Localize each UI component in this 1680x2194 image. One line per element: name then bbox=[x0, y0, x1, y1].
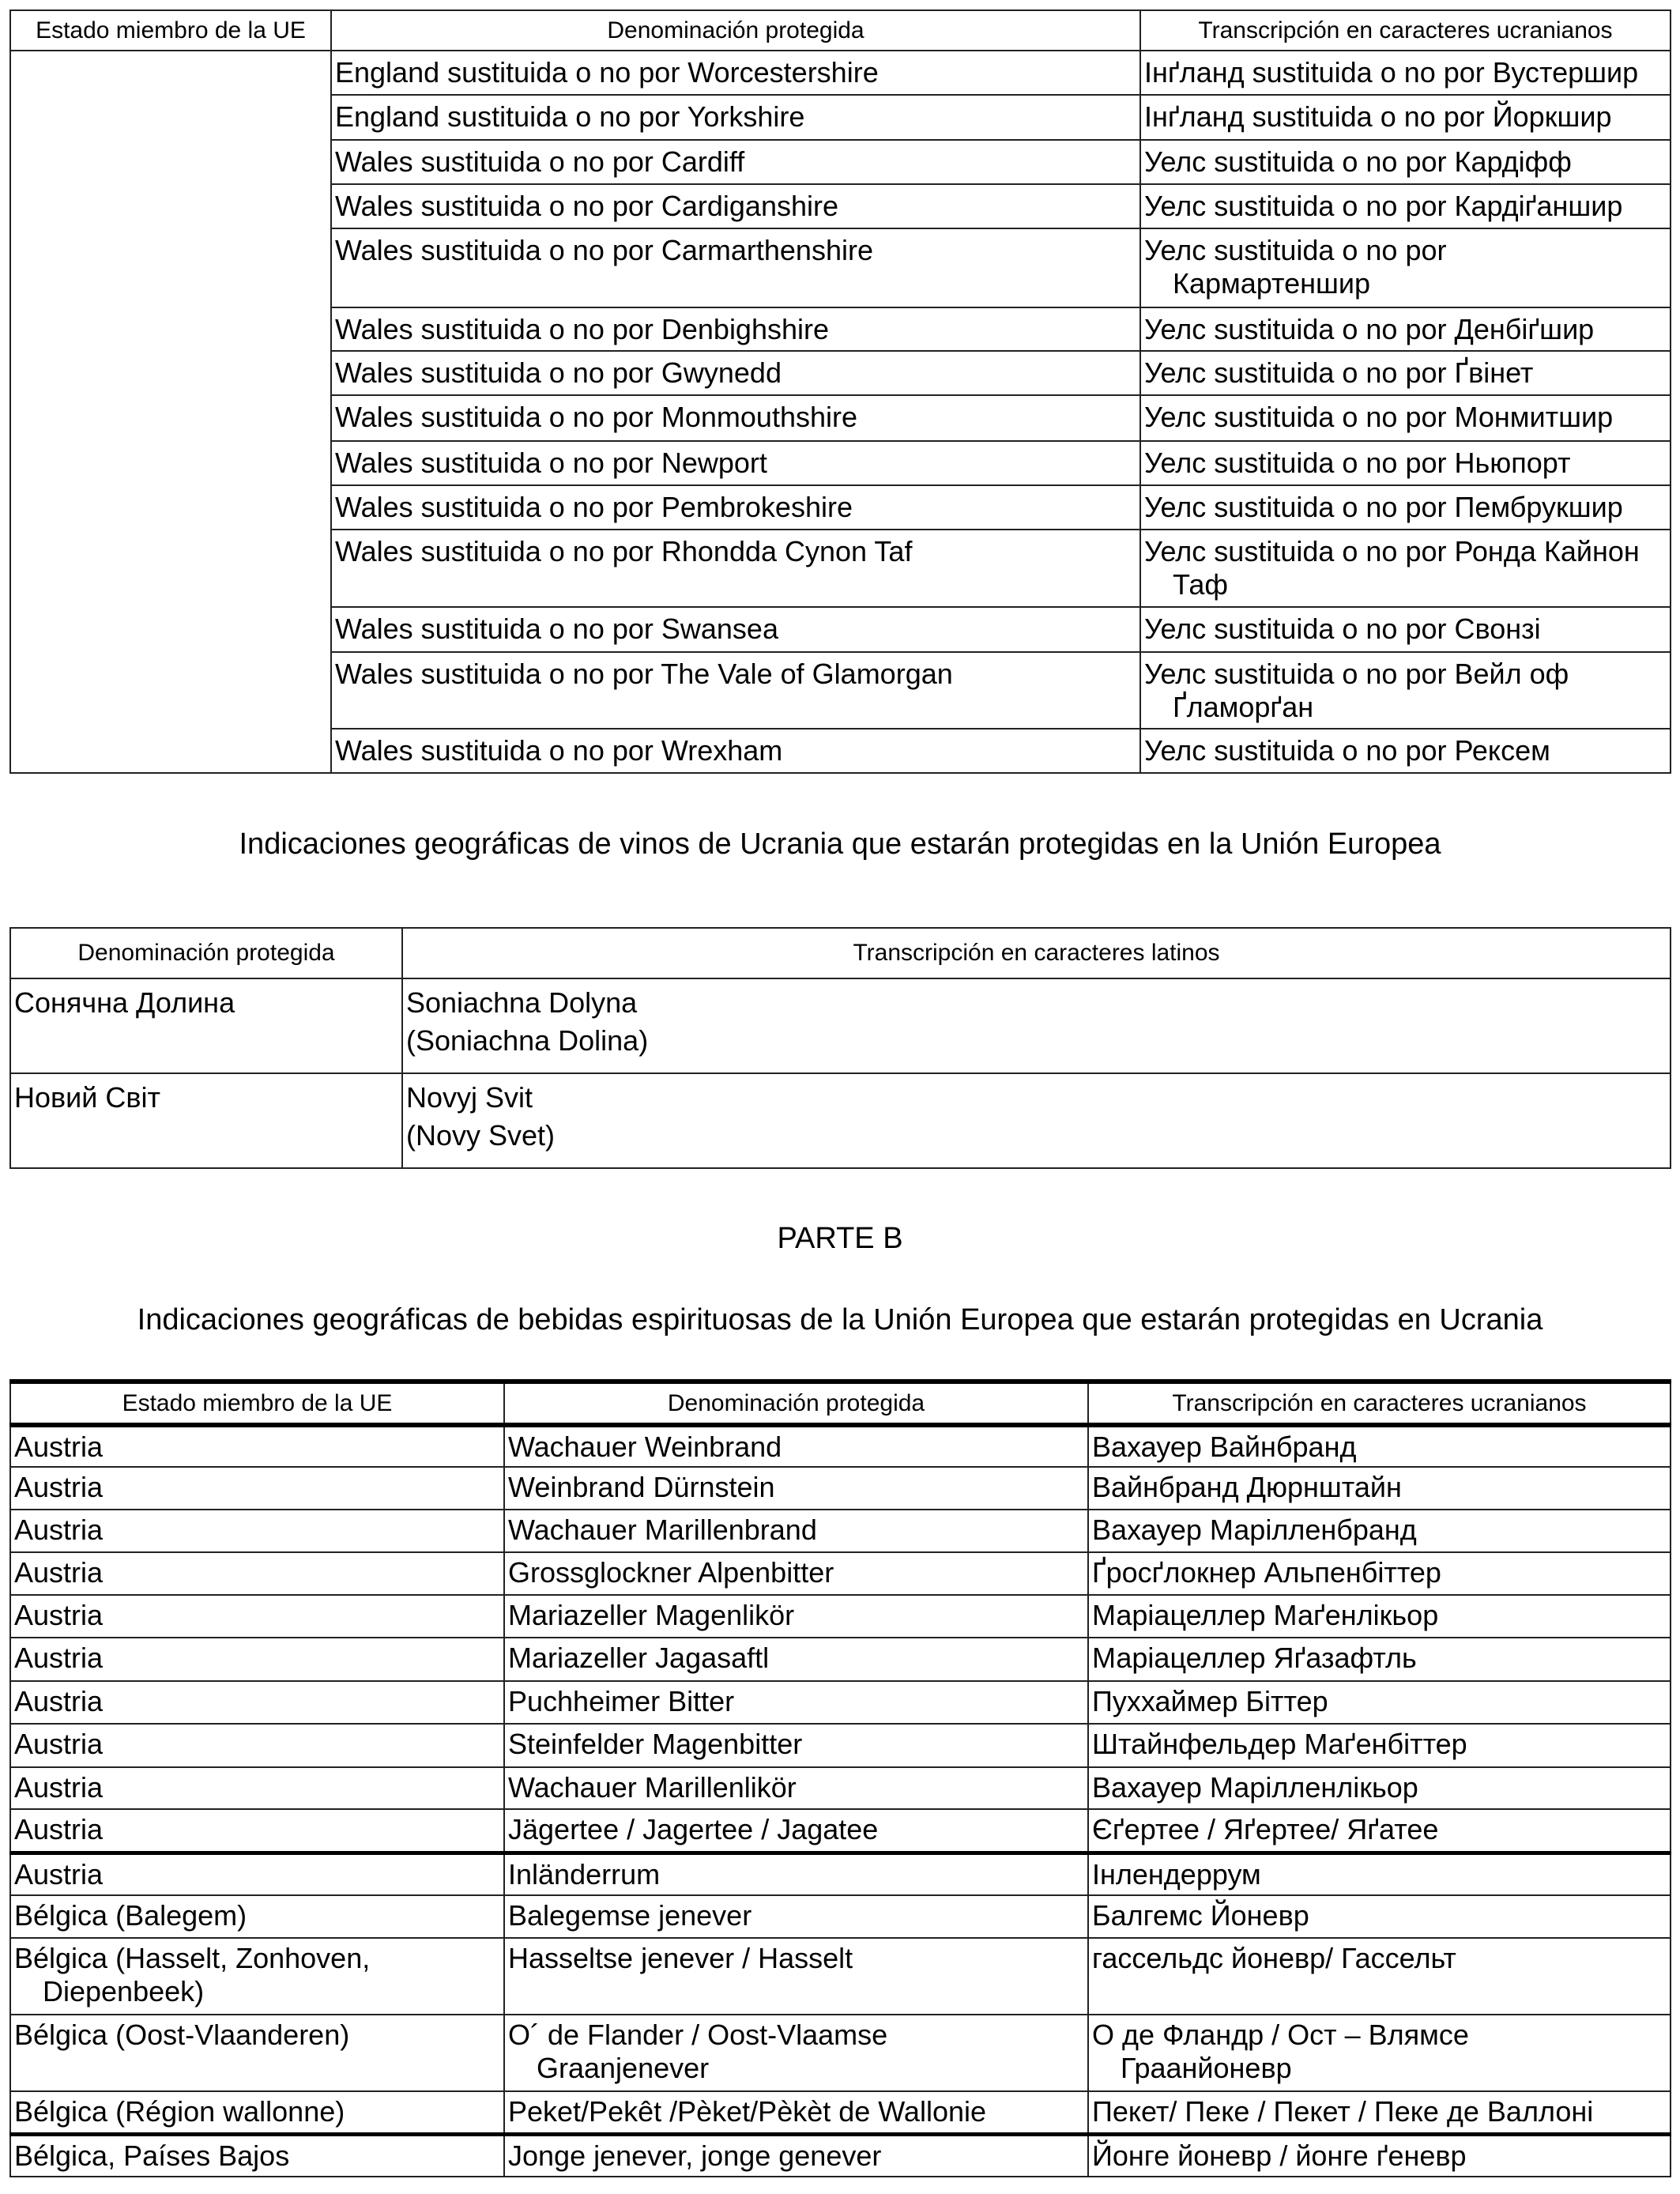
cell-text: Пекет/ Пеке / Пекет / Пеке де Валлоні bbox=[1092, 2095, 1594, 2128]
cell-ukr bbox=[1088, 1853, 1671, 1895]
cell-text: Wales sustituida o no por Newport bbox=[335, 447, 767, 479]
cell-text: Grossglockner Alpenbitter bbox=[508, 1556, 834, 1589]
table-row bbox=[10, 978, 1671, 1073]
cell-text: Austria bbox=[14, 1431, 104, 1463]
wine-gi-table bbox=[9, 927, 1671, 1169]
table-row bbox=[10, 1595, 1671, 1638]
cell-ukr bbox=[1140, 652, 1671, 729]
cell-name bbox=[331, 228, 1140, 307]
cell-text: Інлендеррум bbox=[1092, 1857, 1261, 1891]
cell-name bbox=[504, 1595, 1088, 1638]
cell-text-continuation: Graanjenever bbox=[537, 2052, 710, 2084]
cell-latin bbox=[402, 1073, 1671, 1168]
cell-text: Уелс sustituida o no por Ґвінет bbox=[1144, 356, 1534, 389]
cell-text: Mariazeller Jagasaftl bbox=[508, 1642, 770, 1674]
cell-text: Уелс sustituida o no por Пембрукшир bbox=[1144, 491, 1623, 523]
cell-text: (Novy Svet) bbox=[406, 1119, 556, 1152]
cell-text: Інґланд sustituida o no por Вустершир bbox=[1144, 56, 1639, 89]
table-row bbox=[10, 2015, 1671, 2091]
cell-name bbox=[331, 51, 1140, 95]
table-row bbox=[10, 1552, 1671, 1595]
cell-text: Austria bbox=[14, 1471, 104, 1503]
table-row bbox=[10, 1767, 1671, 1809]
spirits-section-heading: Indicaciones geográficas de bebidas espirituosas de la Unión Europea que estarán protegidas en Ucrania bbox=[137, 1303, 1543, 1336]
cell-name bbox=[331, 485, 1140, 530]
table-row bbox=[10, 51, 1671, 95]
cell-text-continuation: Граанйоневр bbox=[1121, 2052, 1292, 2084]
cell-text: Bélgica (Oost-Vlaanderen) bbox=[14, 2019, 350, 2051]
table-row bbox=[10, 1938, 1671, 2015]
cell-name bbox=[331, 652, 1140, 729]
cell-ukr bbox=[1140, 729, 1671, 773]
table-row bbox=[10, 1895, 1671, 1938]
cell-text: Йонге йоневр / йонге ґеневр bbox=[1092, 2139, 1467, 2172]
cell-text-continuation: Таф bbox=[1173, 568, 1229, 601]
cell-text: Wales sustituida o no por Monmouthshire bbox=[335, 401, 857, 433]
cell-text: Bélgica (Balegem) bbox=[14, 1899, 247, 1932]
cell-text: Уелс sustituida o no por Ронда Кайнон bbox=[1144, 535, 1640, 567]
cell-state bbox=[10, 1938, 504, 2015]
cell-text: Balegemse jenever bbox=[508, 1899, 752, 1932]
cell-name bbox=[504, 1767, 1088, 1809]
cell-name bbox=[331, 307, 1140, 351]
cell-text: (Soniachna Dolina) bbox=[406, 1024, 649, 1057]
cell-text: Jägertee / Jagertee / Jagatee bbox=[508, 1813, 879, 1845]
cell-text: гассельдс йоневр/ Гассельт bbox=[1092, 1942, 1456, 1974]
cell-text: Weinbrand Dürnstein bbox=[508, 1471, 775, 1503]
cell-text: England sustituida o no por Yorkshire bbox=[335, 100, 805, 133]
cell-text: Пуххаймер Біттер bbox=[1092, 1685, 1328, 1717]
cell-name: Новий Світ bbox=[10, 1073, 402, 1168]
cell-ukr bbox=[1140, 530, 1671, 607]
cell-text-continuation: Diepenbeek) bbox=[43, 1975, 205, 2007]
table-row bbox=[10, 1467, 1671, 1510]
cell-state bbox=[10, 1552, 504, 1595]
cell-text: Wales sustituida o no por Wrexham bbox=[335, 734, 783, 767]
cell-text: Austria bbox=[14, 1642, 104, 1674]
cell-text: Austria bbox=[14, 1728, 104, 1760]
cell-ukr bbox=[1088, 1467, 1671, 1510]
cell-text: Вахауер Вайнбранд bbox=[1092, 1431, 1357, 1463]
cell-name bbox=[504, 2134, 1088, 2177]
cell-state bbox=[10, 51, 331, 773]
table-row bbox=[10, 1681, 1671, 1724]
cell-name bbox=[504, 1724, 1088, 1767]
table-header-row bbox=[10, 928, 1671, 978]
cell-state bbox=[10, 1638, 504, 1681]
column-header-ukr: Transcripción en caracteres ucranianos bbox=[1088, 1382, 1671, 1425]
table-row bbox=[10, 1510, 1671, 1552]
cell-text: Wales sustituida o no por The Vale of Glamorgan bbox=[335, 658, 953, 690]
cell-ukr bbox=[1140, 140, 1671, 184]
cell-text: Єґертее / Яґертее/ Яґатее bbox=[1092, 1813, 1439, 1845]
cell-text: Austria bbox=[14, 1514, 104, 1546]
cell-text: Mariazeller Magenlikör bbox=[508, 1599, 795, 1631]
cell-ukr bbox=[1088, 2091, 1671, 2134]
cell-text: Hasseltse jenever / Hasselt bbox=[508, 1942, 853, 1974]
cell-name bbox=[504, 1895, 1088, 1938]
cell-text: Уелс sustituida o no por Рексем bbox=[1144, 734, 1550, 767]
cell-ukr bbox=[1140, 485, 1671, 530]
column-header-name: Denominación protegida bbox=[10, 928, 402, 978]
cell-state bbox=[10, 2134, 504, 2177]
table-row bbox=[10, 2134, 1671, 2177]
cell-text: Wales sustituida o no por Cardiganshire bbox=[335, 190, 838, 222]
cell-text: Уелс sustituida o no por Кардіфф bbox=[1144, 145, 1572, 178]
cell-state bbox=[10, 1767, 504, 1809]
cell-text: Peket/Pekêt /Pèket/Pèkèt de Wallonie bbox=[508, 2095, 987, 2128]
cell-text: Вахауер Марілленбранд bbox=[1092, 1514, 1417, 1546]
cell-ukr bbox=[1140, 351, 1671, 395]
cell-text: Austria bbox=[14, 1685, 104, 1717]
cell-ukr bbox=[1088, 1510, 1671, 1552]
table-row bbox=[10, 1638, 1671, 1681]
cell-name bbox=[331, 140, 1140, 184]
cell-text: Штайнфельдер Маґенбіттер bbox=[1092, 1728, 1467, 1760]
cell-text: Wales sustituida o no por Gwynedd bbox=[335, 356, 782, 389]
cell-text: Wales sustituida o no por Rhondda Cynon Taf bbox=[335, 535, 913, 567]
column-header-name: Denominación protegida bbox=[331, 10, 1140, 51]
cell-name bbox=[504, 2091, 1088, 2134]
cell-text: Вахауер Марілленлікьор bbox=[1092, 1771, 1418, 1804]
cell-name bbox=[331, 530, 1140, 607]
cell-text-continuation: Ґламорґан bbox=[1173, 691, 1314, 723]
cell-text: Wales sustituida o no por Denbighshire bbox=[335, 313, 830, 345]
cell-text: England sustituida o no por Worcestershire bbox=[335, 56, 879, 89]
cell-text: Wachauer Weinbrand bbox=[508, 1431, 782, 1463]
cell-ukr bbox=[1088, 1938, 1671, 2015]
cell-name bbox=[504, 1681, 1088, 1724]
cell-ukr bbox=[1088, 1425, 1671, 1467]
cell-text: Wales sustituida o no por Swansea bbox=[335, 613, 778, 645]
cell-text: Austria bbox=[14, 1771, 104, 1804]
cell-state bbox=[10, 1853, 504, 1895]
column-header-ukr: Transcripción en caracteres ucranianos bbox=[1140, 10, 1671, 51]
cell-ukr bbox=[1088, 2134, 1671, 2177]
cell-text: Уелс sustituida o no por Вейл оф bbox=[1144, 658, 1569, 690]
part-label: PARTE B bbox=[777, 1222, 903, 1255]
cell-text: Уелс sustituida o no por Ньюпорт bbox=[1144, 447, 1571, 479]
cell-ukr bbox=[1088, 1767, 1671, 1809]
cell-name bbox=[331, 95, 1140, 140]
cell-name bbox=[331, 184, 1140, 228]
cell-text: Inländerrum bbox=[508, 1857, 661, 1891]
cell-text: Інґланд sustituida o no por Йоркшир bbox=[1144, 100, 1612, 133]
column-header-state: Estado miembro de la UE bbox=[10, 1382, 504, 1425]
cell-ukr bbox=[1088, 1681, 1671, 1724]
cell-text: Austria bbox=[14, 1556, 104, 1589]
cell-state bbox=[10, 1425, 504, 1467]
cell-ukr bbox=[1140, 51, 1671, 95]
cell-state bbox=[10, 2015, 504, 2091]
cell-text: Wachauer Marillenbrand bbox=[508, 1514, 817, 1546]
cell-text: Уелс sustituida o no por bbox=[1144, 234, 1447, 266]
cell-text: Уелс sustituida o no por Кардіґаншир bbox=[1144, 190, 1623, 222]
cell-text: Bélgica (Hasselt, Zonhoven, bbox=[14, 1942, 371, 1974]
cell-text: О де Фландр / Ост – Влямсе bbox=[1092, 2019, 1469, 2051]
cell-text: Уелс sustituida o no por Монмитшир bbox=[1144, 401, 1614, 433]
cell-text: Austria bbox=[14, 1813, 104, 1845]
cell-ukr bbox=[1140, 441, 1671, 485]
cell-ukr bbox=[1088, 1552, 1671, 1595]
cell-ukr bbox=[1140, 607, 1671, 652]
cell-name bbox=[504, 1467, 1088, 1510]
cell-name bbox=[331, 395, 1140, 441]
column-header-latin: Transcripción en caracteres latinos bbox=[402, 928, 1671, 978]
cell-state bbox=[10, 1809, 504, 1853]
cell-text: O´ de Flander / Oost-Vlaamse bbox=[508, 2019, 888, 2051]
cell-name bbox=[504, 2015, 1088, 2091]
uk-gi-table-body bbox=[10, 51, 1671, 773]
spirits-gi-table-body bbox=[10, 1425, 1671, 2177]
table-header-row bbox=[10, 10, 1671, 51]
cell-text: Wales sustituida o no por Cardiff bbox=[335, 145, 745, 178]
cell-ukr bbox=[1088, 1595, 1671, 1638]
spirits-gi-table bbox=[9, 1379, 1671, 2177]
wine-gi-table-body bbox=[10, 978, 1671, 1168]
table-row bbox=[10, 1073, 1671, 1168]
table-row bbox=[10, 1425, 1671, 1467]
cell-ukr bbox=[1140, 95, 1671, 140]
cell-state bbox=[10, 1510, 504, 1552]
cell-text-continuation: Кармартеншир bbox=[1173, 267, 1371, 300]
cell-text: Soniachna Dolyna bbox=[406, 986, 638, 1019]
cell-state bbox=[10, 1467, 504, 1510]
cell-state bbox=[10, 1595, 504, 1638]
cell-ukr bbox=[1140, 184, 1671, 228]
cell-text: Bélgica (Région wallonne) bbox=[14, 2095, 345, 2128]
cell-state bbox=[10, 1895, 504, 1938]
cell-text: Балгемс Йоневр bbox=[1092, 1899, 1309, 1932]
cell-text: Puchheimer Bitter bbox=[508, 1685, 735, 1717]
table-row bbox=[10, 2091, 1671, 2134]
cell-name bbox=[504, 1853, 1088, 1895]
cell-name bbox=[504, 1938, 1088, 2015]
cell-text: Austria bbox=[14, 1599, 104, 1631]
table-row bbox=[10, 1809, 1671, 1853]
wine-section-heading: Indicaciones geográficas de vinos de Ucrania que estarán protegidas en la Unión Europea bbox=[239, 827, 1441, 861]
table-row bbox=[10, 1724, 1671, 1767]
cell-text: Ґросґлокнер Альпенбіттер bbox=[1092, 1556, 1441, 1589]
cell-name bbox=[331, 729, 1140, 773]
column-header-state: Estado miembro de la UE bbox=[10, 10, 331, 51]
cell-ukr bbox=[1088, 1638, 1671, 1681]
cell-text: Маріацеллер Маґенлікьор bbox=[1092, 1599, 1439, 1631]
cell-ukr bbox=[1088, 2015, 1671, 2091]
cell-state bbox=[10, 2091, 504, 2134]
cell-name bbox=[331, 351, 1140, 395]
cell-text: Маріацеллер Яґазафтль bbox=[1092, 1642, 1417, 1674]
cell-name bbox=[504, 1425, 1088, 1467]
cell-text: Вайнбранд Дюрнштайн bbox=[1092, 1471, 1402, 1503]
cell-name bbox=[331, 441, 1140, 485]
cell-ukr bbox=[1088, 1724, 1671, 1767]
cell-ukr bbox=[1088, 1809, 1671, 1853]
cell-text: Уелс sustituida o no por Денбіґшир bbox=[1144, 313, 1595, 345]
table-header-row bbox=[10, 1382, 1671, 1425]
cell-text: Jonge jenever, jonge genever bbox=[508, 2139, 882, 2172]
cell-name bbox=[331, 607, 1140, 652]
table-row bbox=[10, 1853, 1671, 1895]
cell-ukr bbox=[1140, 307, 1671, 351]
cell-latin bbox=[402, 978, 1671, 1073]
cell-text: Bélgica, Países Bajos bbox=[14, 2139, 290, 2172]
cell-ukr bbox=[1140, 395, 1671, 441]
cell-name bbox=[504, 1638, 1088, 1681]
cell-ukr bbox=[1140, 228, 1671, 307]
cell-text: Steinfelder Magenbitter bbox=[508, 1728, 803, 1760]
uk-gi-table bbox=[9, 9, 1671, 774]
cell-text: Wales sustituida o no por Carmarthenshire bbox=[335, 234, 873, 266]
cell-state bbox=[10, 1724, 504, 1767]
cell-ukr bbox=[1088, 1895, 1671, 1938]
cell-text: Wachauer Marillenlikör bbox=[508, 1771, 797, 1804]
column-header-name: Denominación protegida bbox=[504, 1382, 1088, 1425]
cell-text: Novyj Svit bbox=[406, 1081, 533, 1114]
cell-name bbox=[504, 1809, 1088, 1853]
cell-text: Wales sustituida o no por Pembrokeshire bbox=[335, 491, 853, 523]
cell-name bbox=[504, 1552, 1088, 1595]
cell-name: Сонячна Долина bbox=[10, 978, 402, 1073]
cell-text: Austria bbox=[14, 1857, 104, 1891]
cell-text: Уелс sustituida o no por Свонзі bbox=[1144, 613, 1541, 645]
cell-name bbox=[504, 1510, 1088, 1552]
cell-state bbox=[10, 1681, 504, 1724]
